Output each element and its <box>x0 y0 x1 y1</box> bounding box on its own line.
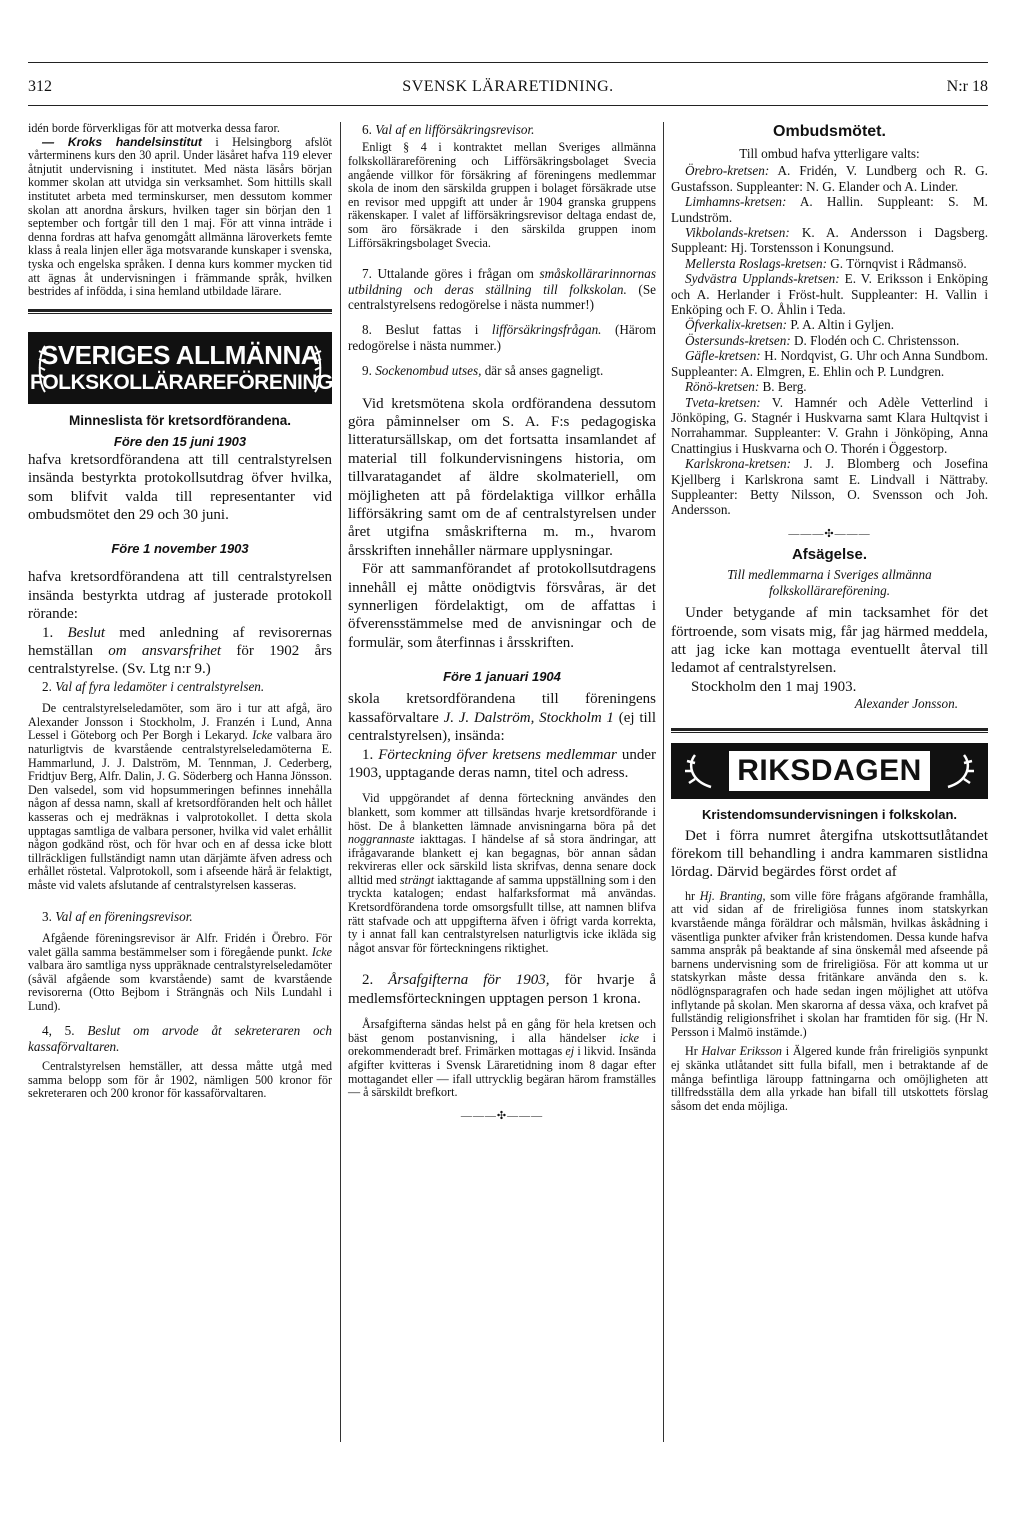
krets-text: V. Hamnér och Adèle Vetterlind i Jönköping, G. Stagnér i Huskvarna samt Klara Hultqvist i Norrahammar. Suppleanter: V. Grahn i Jönköping, Anna Cnattingius i Huskvarna och O. Thorén i Öggestorp. <box>671 394 988 456</box>
krets-entry <box>671 317 988 332</box>
afsagelse-place: Stockholm den 1 maj 1903. <box>691 678 857 695</box>
uppg-d: strängt <box>399 872 435 887</box>
jan-item2 <box>348 971 656 1008</box>
item8-a: 8. Beslut fattas i <box>362 322 479 338</box>
sverige-banner <box>28 332 332 404</box>
eriksson-c: i Älgered kunde från frireligiös synpunkt ej skänka utlåtandet sitt fulla bifall, men i betraktande af de många befintliga läroupp fattningarna och omöjligheten att tillfredsställa dem alla yrkade han bifall till utskottets förslag såsom det enda möjliga. <box>671 1044 988 1113</box>
arsafg-d: ej <box>565 1044 575 1059</box>
item2-text <box>28 702 332 892</box>
item1-d: för 1902 års centralstyrelse. (Sv. Ltg n:r 9.) <box>28 642 333 678</box>
krets-name: Limhamns-kretsen: <box>685 194 787 210</box>
jan-item1-c: under 1903, upptagande deras namn, titel och adress. <box>348 746 657 781</box>
krets-entry <box>671 456 988 518</box>
ornament: ———✣——— <box>788 527 871 540</box>
minneslista-heading: Minneslista för kretsordförandena. <box>68 412 292 428</box>
wreath-left-icon <box>36 344 54 394</box>
column-1 <box>28 122 332 1101</box>
kretsmoten-text: Vid kretsmötena skola ordförandena dessutom göra påminnelser om S. A. F:s pedagogiska litteratursällskap, om det fortsatta insamlandet af material till folkundervisningens historia, om tillvaratagandet af äldre skolmateriell, om möjligheten att på fördelaktiga villkor erhålla lifförsäkring samt om de af centralstyrelsen under året utgifna småskrifterna m. m., hvarom årsskriften innehåller närmare upplysningar. <box>348 395 656 559</box>
header-top-rule <box>28 62 988 63</box>
fore-juni-heading: Före den 15 juni 1903 <box>113 433 247 449</box>
krets-entry <box>671 395 988 457</box>
arsafg-text <box>348 1018 656 1100</box>
jan-item2-b: Årsafgifterna för 1903, <box>388 972 550 989</box>
item6-title: Val af en lifförsäkringsrevisor. <box>375 122 535 137</box>
branting-b: Hj. Branting, <box>699 888 766 903</box>
krets-text: A. Fridén, V. Lundberg och R. G. Gustafsson. Suppleanter: N. G. Elander och A. Linder. <box>671 163 988 194</box>
krets-name: Sydvästra Upplands-kretsen: <box>685 271 840 287</box>
ombud-heading: Ombudsmötet. <box>773 123 886 140</box>
item2-icke: Icke <box>252 728 273 743</box>
jan-text-b: J. J. Dalström, Stockholm 1 <box>443 709 614 726</box>
item6-heading <box>348 122 656 137</box>
banner-line-1: SVERIGES ALLMÄNNA <box>41 339 319 370</box>
afsagelse-signature: Alexander Jonsson. <box>854 696 958 712</box>
eriksson-paragraph <box>671 1045 988 1113</box>
uppg-e: iakttagande af samma uppställning som i den tryckta katalogen; endast halfarksformat må användas. Kretsordförandena torde omsorgsfullt tillse, att namnen blifva rätt stafvade och att uppgifterna äfven i öfrigt varda korrekta, ty i annat fall kan centralstyrelsen naturligtvis icke ikläda sig något ansvar för förteckningens riktighet. <box>348 872 657 955</box>
item6-num: 6. <box>362 122 372 137</box>
krets-text: E. V. Eriksson i Enköping och A. Herlander i Fröst-hult. Suppleanter: H. Vallin i Enköping och F. O. Åhlin i Teda. <box>671 271 988 318</box>
item9-a: 9. <box>362 363 372 379</box>
item45-title: Beslut om arvode åt sekreteraren och kassaförvaltaren. <box>28 1023 333 1054</box>
krets-name: Rönö-kretsen: <box>685 379 760 395</box>
item45-heading <box>28 1023 332 1054</box>
uppg-a: Vid uppgörandet af denna förteckning användes den blankett, som kommer att tillsändas hvarje kretsordförande i höst. De å blanketten lämnade anvisningarna böra på det <box>348 791 656 833</box>
jan-item1-b: Förteckning öfver kretsens medlemmar <box>378 746 617 763</box>
kroks-text: i Helsingborg afslöt vårterminens kurs den 30 april. Under läsåret hafva 119 elever åtnjutit undervisning i institutet. Med nästa läsårs början kommer skolan att utvidga sin verksamhet. Som hittills skall institutet arbeta med terminskurser, men dessutom kommer skolan att anordna årskurs, hvilken tager sin början den 1 september och fortgår till den 1 maj. För att vinna inträde i denna fordras att hafva genomgått allmänna läroverkets femte klass å reala linjen eller äga motsvarande kunskaper i svenska, tyska och engelska språken. I denna kurs kommer mycken tid att ägnas åt undervisningen i främmande språk, hvilken bestrides af infödda, i sina hemland utbildade lärare. <box>28 134 332 299</box>
item6-text: Enligt § 4 i kontraktet mellan Sveriges allmänna folkskollärareförening och Lifförsäkringsbolaget Svecia angående villkor för försäkring af föreningens medlemmar skola de inom den särskilda gruppen i bolaget försäkrade utse en revisor med uppgift att under år 1904 granska gruppens räkenskaper. I valet af lifförsäkringsrevisor deltaga endast de, som äro försäkrade i den särskilda gruppen inom Lifförsäkringsbolaget Svecia. <box>348 140 656 250</box>
double-rule <box>28 309 332 314</box>
krets-text: K. A. Andersson i Dagsberg. Suppleant: Hj. Torstensson i Konungsund. <box>671 225 989 256</box>
krets-name: Vikbolands-kretsen: <box>685 225 790 241</box>
krets-name: Tveta-kretsen: <box>685 394 761 410</box>
item9 <box>348 363 656 378</box>
afsagelse-text: Under betygande af min tacksamhet för det förtroende, som visats mig, får jag härmed meddela, att jag icke kan mottaga eventuellt återval till ledamot af centralstyrelsen. <box>671 605 988 677</box>
item3-text <box>28 932 332 1014</box>
krets-text: H. Nordqvist, G. Uhr och Anna Sundbom. Suppleanter: A. Elmgren, E. Ehlin och P. Lundgren. <box>671 348 988 379</box>
intro-text: idén borde förverkligas för att motverka dessa faror. <box>28 121 280 135</box>
item9-b: Sockenombud utses, <box>375 363 482 379</box>
krets-text: P. A. Altin i Gyljen. <box>790 317 895 333</box>
item1-num: 1. <box>42 624 54 641</box>
krets-name: Östersunds-kretsen: <box>685 332 791 348</box>
kroks-label: — Kroks handelsinstitut <box>42 134 202 149</box>
krets-entry <box>671 194 988 225</box>
item2-title: Val af fyra ledamöter i centralstyrelsen. <box>55 678 265 694</box>
sammanforandet-text: För att sammanförandet af protokollsutdragens innehåll ej måtte onödigtvis försvåras, är det synnerligen fördelaktigt, om de affattas i öfverensstämmelse med de anvisningar och de formulär, som återfinnas i årsskriften. <box>348 561 656 651</box>
eriksson-a: Hr <box>685 1044 698 1059</box>
item2-text-a: De centralstyrelseledamöter, som äro i tur att afgå, äro Alexander Jonsson i Stockholm, J. Franzén i Lund, Anna Lessel i Göteborg och Per Borgh i Lekaryd. <box>28 701 332 743</box>
item3-text-b: valbara äro samtliga nyss uppräknade centralstyrelseledamöter (såväl afgående som kvarstående) samt de kvarstående revisorerna (Otto Bejbom i Strängnäs och Nils Lundahl i Lund). <box>28 958 332 1013</box>
afsagelse-subheading: Till medlemmarna i Sveriges allmänna folkskollärareförening. <box>727 567 932 598</box>
jan-item2-a: 2. <box>362 972 374 989</box>
column-divider-right <box>663 122 664 1442</box>
item9-c: där så anses gagneligt. <box>484 363 604 379</box>
krets-text: J. J. Blomberg och Josefina Kjellberg i Karlskrona samt E. Lindvall i Nättraby. Suppleanter: Betty Nilsson, O. Svensson och Joh. Andersson. <box>671 456 988 518</box>
krist-heading: Kristendomsundervisningen i folkskolan. <box>702 806 957 822</box>
arsafg-b: icke <box>619 1030 639 1045</box>
page-title: SVENSK LÄRARETIDNING. <box>402 78 614 95</box>
fore-jan-heading: Före 1 januari 1904 <box>443 669 561 685</box>
uppg-c: iakttagas. I händelse af så stora ändringar, att ifrågavarande blankett ej kan begagnas, bör annan sådan rekvireras eller ock särskild lista skrifvas, denna senare dock alltid med <box>348 832 656 887</box>
column-divider-left <box>340 122 341 1442</box>
jan-item1 <box>348 746 656 783</box>
krets-entry <box>671 225 988 256</box>
item2-num: 2. <box>42 678 52 694</box>
item7-b: småskollärarinnornas utbildning och deras ställning till folkskolan. <box>348 266 656 297</box>
item8-b: lifförsäkringsfrågan. <box>491 322 602 338</box>
item2-text-b: valbara äro naturligtvis de kvarstående centralstyrelseledamöterna E. Hammarlund, J. J. Dalström, M. Tennman, J. Cederberg, Fridtjuv Berg, Alfr. Dalin, J. G. Söderberg och Hanna Jönsson. Den valsedel, som vid hopsummeringen befinnes innehålla någon af dessa namn, skall af kretsordföranden helt och hållet kasseras och ej medräknas i valprotokollet. I detta skola upptagas samtliga de valbara personer, hvilka vid valet erhållit någon godkänd röst, och för hvar och en af dessa icke blott tillräckligen fullständigt namn utan därjämte äfven adress och erhållet röstetal. Valprotokoll, som i afseende härå är felaktigt, måste vid valets afslutande af centralstyrelsen kasseras. <box>28 728 332 892</box>
arsafg-a: Årsafgifterna sändas helst på en gång för hela kretsen och bäst genom postanvisning, i alla händelser <box>348 1017 656 1045</box>
krets-name: Karlskrona-kretsen: <box>685 456 791 472</box>
jan-text-c: (ej till centralstyrelsen), insända: <box>348 709 656 745</box>
item1-b: med anledning af revisorernas hemställan <box>28 624 332 659</box>
branting-a: hr <box>685 888 696 903</box>
column-3 <box>671 122 988 1113</box>
krets-text: B. Berg. <box>762 379 807 395</box>
page-number: 312 <box>28 78 52 95</box>
uppgorandet-text <box>348 792 656 955</box>
wreath-left-icon <box>681 751 721 791</box>
item7-a: 7. Uttalande göres i frågan om <box>362 266 534 282</box>
item3-icke: Icke <box>311 944 332 959</box>
krets-name: Örebro-kretsen: <box>685 163 770 179</box>
arsafg-c: i orekommenderadt bref. Frimärken mottagas <box>348 1030 656 1059</box>
item3-num: 3. <box>42 908 52 924</box>
juni-text: hafva kretsordförandena att till centralstyrelsen insända bestyrkta protokollsutdrag öfver hvilka, som blifvit valda till representanter vid ombudsmötet den 29 och 30 juni. <box>28 451 332 523</box>
kroks-paragraph <box>28 136 332 299</box>
krets-entry <box>671 379 988 394</box>
item3-title: Val af en föreningsrevisor. <box>55 908 193 924</box>
eriksson-b: Halvar Eriksson <box>701 1044 782 1059</box>
krets-name: Öfverkalix-kretsen: <box>685 317 788 333</box>
wreath-right-icon <box>306 344 324 394</box>
krets-list <box>671 163 988 517</box>
fore-nov-heading: Före 1 november 1903 <box>111 541 249 557</box>
uppg-b: noggrannaste <box>348 832 415 847</box>
column-2 <box>348 122 656 1123</box>
jan-text-a: skola kretsordförandena till föreningens kassaförvaltare <box>348 691 656 726</box>
issue-number: N:r 18 <box>946 78 988 95</box>
ombud-intro: Till ombud hafva ytterligare valts: <box>739 146 920 161</box>
jan-text <box>348 690 656 745</box>
double-rule-2 <box>671 728 988 733</box>
riksdagen-title: RIKSDAGEN <box>727 749 932 793</box>
item8-c: (Härom redogörelse i nästa nummer.) <box>348 322 657 353</box>
krets-entry <box>671 271 988 317</box>
nov-text: hafva kretsordförandena att till centralstyrelsen insända bestyrkta utdrag af justerade protokoll rörande: <box>28 569 332 623</box>
riksdagen-banner <box>671 743 988 799</box>
item45-text: Centralstyrelsen hemställer, att dessa måtte utgå med samma belopp som för år 1902, nämligen 500 kronor för sekreteraren och 200 kronor för kassaförvaltaren. <box>28 1059 332 1101</box>
krets-entry <box>671 333 988 348</box>
header-bottom-rule <box>28 105 988 106</box>
item45-num: 4, 5. <box>42 1023 75 1039</box>
item3-text-a: Afgående föreningsrevisor är Alfr. Fridén i Örebro. För valet gälla samma bestämmelser som i föregående punkt. <box>28 930 332 959</box>
jan-item1-a: 1. <box>362 746 374 763</box>
krets-name: Gäfle-kretsen: <box>685 348 761 364</box>
banner-line-2: FOLKSKOLLÄRAREFÖRENING <box>30 370 333 394</box>
wreath-right-icon <box>938 751 978 791</box>
branting-paragraph <box>671 890 988 1040</box>
item2-heading <box>28 679 332 694</box>
item1 <box>28 624 332 679</box>
item3-heading <box>28 909 332 924</box>
item1-c: om ansvarsfrihet <box>108 642 222 659</box>
krets-entry <box>671 348 988 379</box>
krets-text: A. Hallin. Suppleant: S. M. Lundström. <box>671 194 988 225</box>
krets-text: G. Törnqvist i Rådmansö. <box>830 255 967 271</box>
arsafg-e: i likvid. Insända afgifter kvitteras i Svensk Läraretidning inom 8 dagar efter mottagandet eller — ifall uttrycklig begäran härom framställes — å särskildt brefkort. <box>348 1044 656 1100</box>
item7 <box>348 266 656 312</box>
item1-a: Beslut <box>67 624 106 641</box>
jan-item2-c: för hvarje å medlemsförteckningen upptagen person 1 krona. <box>348 972 657 1007</box>
krets-entry <box>671 256 988 271</box>
krets-text: D. Flodén och C. Christensson. <box>794 332 960 348</box>
item7-c: (Se centralstyrelsens redogörelse i nästa nummer!) <box>348 281 657 312</box>
afsagelse-heading: Afsägelse. <box>791 546 868 564</box>
page-header <box>28 78 988 102</box>
krets-entry <box>671 163 988 194</box>
krets-name: Mellersta Roslags-kretsen: <box>685 255 827 271</box>
branting-c: som ville före frågans afgörande framhålla, att vid sidan af de frireligiösa funnes inom statskyrkan kvarstående många föräldrar och målsmän, hvilkas åskådning i väsentliga punkter afviker från kristendomen. Dessa kunde hafva samma anspråk på beaktande af sina önskemål med afseende på barnens undervisning som de frireligiösa. För att komma ut ur statskyrkan måste dessa fritänkare använda den s. k. nödlögnsparagrafen och hade sedan ingen möjlighet att utöfva inflytande på skolan. Men skarorna af dessa växa, och krafvet på fullständig religionsfrihet i skolan har framtiden för sig. (Hr N. Persson i Malmö instämde.) <box>671 888 988 1039</box>
krist-text: Det i förra numret återgifna utskottsutlåtandet förekom till behandling i andra kammaren sistlidna lördag. Därvid begärdes först ordet af <box>671 827 988 881</box>
item8 <box>348 322 656 353</box>
end-ornament: ———✣——— <box>460 1109 544 1122</box>
